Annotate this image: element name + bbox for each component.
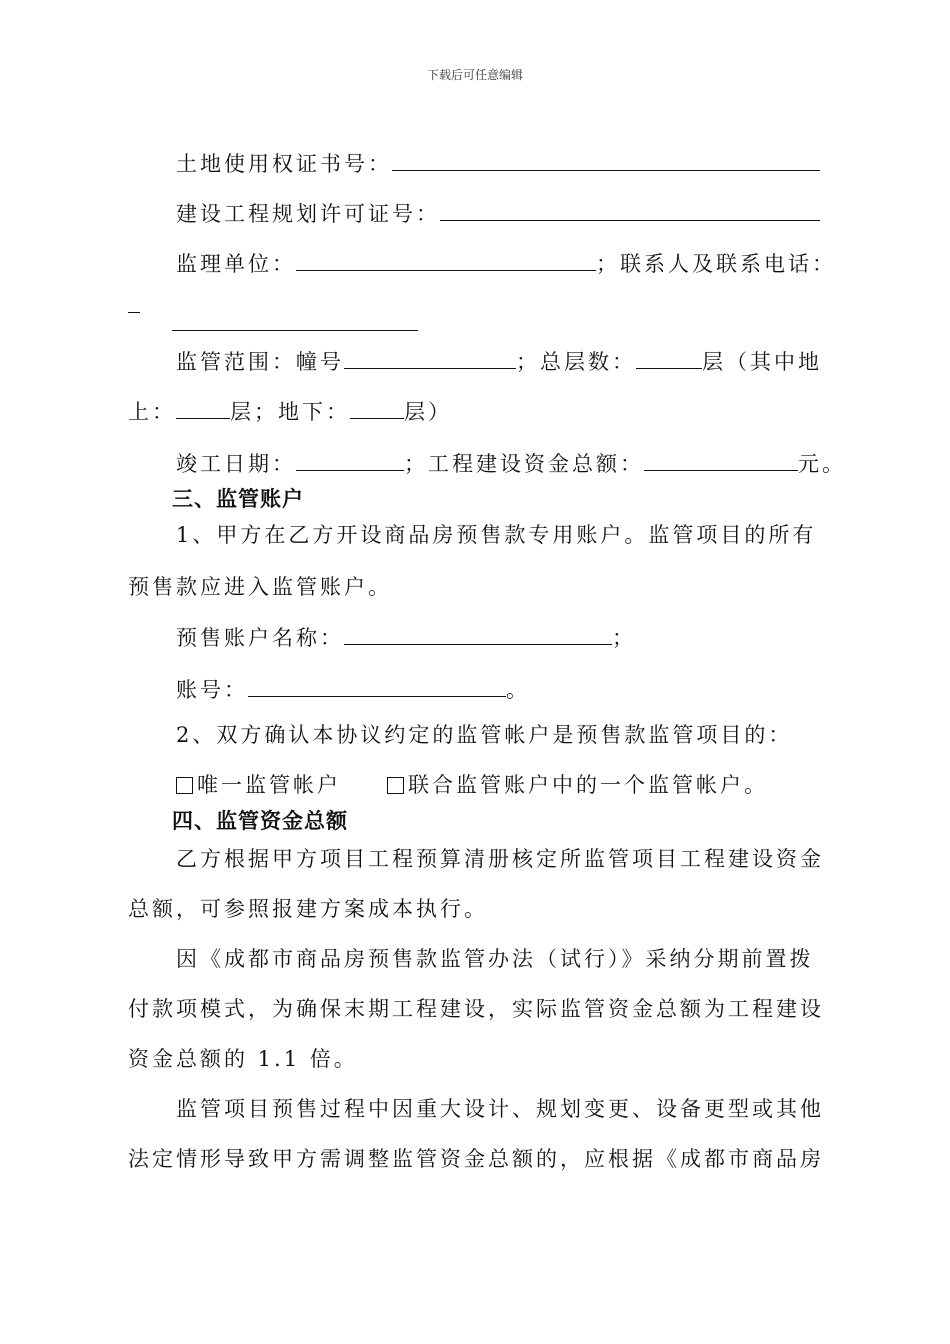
above-ground-blank[interactable]	[176, 396, 230, 419]
scope-line	[176, 346, 876, 377]
land-cert-label: 土地使用权证书号：	[176, 152, 392, 176]
joint-account-checkbox[interactable]	[387, 777, 404, 794]
unique-account-checkbox[interactable]	[176, 777, 193, 794]
account-options	[176, 770, 876, 800]
section3-p1-line1: 1、甲方在乙方开设商品房预售款专用账户。监管项目的所有	[176, 523, 817, 547]
account-name-label: 预售账户名称：	[176, 626, 344, 650]
total-floors-label: ；总层数：	[516, 350, 636, 374]
completion-line	[176, 448, 876, 479]
completion-blank[interactable]	[296, 448, 404, 471]
section3-p1-line2: 预售款应进入监管账户。	[128, 575, 392, 599]
section3-title: 三、监管账户	[172, 487, 304, 511]
section4-p3-line2: 法定情形导致甲方需调整监管资金总额的，应根据《成都市商品房	[128, 1147, 824, 1171]
contact-dash	[128, 312, 140, 313]
section4-p3-line1: 监管项目预售过程中因重大设计、规划变更、设备更型或其他	[176, 1097, 824, 1121]
account-no-blank[interactable]	[248, 674, 506, 697]
floors-detail-line	[128, 396, 828, 427]
building-no-blank[interactable]	[344, 346, 516, 369]
supervisor-line	[176, 248, 876, 279]
account-no-period: 。	[506, 678, 530, 702]
section4-p1-line2: 总额，可参照报建方案成本执行。	[128, 897, 488, 921]
section3-p2: 2、双方确认本协议约定的监管帐户是预售款监管项目的：	[176, 723, 793, 747]
supervisor-blank[interactable]	[296, 248, 596, 271]
completion-label: 竣工日期：	[176, 452, 296, 476]
above-label: 上：	[128, 400, 176, 424]
plan-permit-label: 建设工程规划许可证号：	[176, 202, 440, 226]
total-funds-blank[interactable]	[644, 448, 798, 471]
yuan-label: 元。	[798, 452, 846, 476]
land-cert-line	[176, 148, 876, 179]
contact-blank[interactable]	[172, 330, 418, 331]
total-floors-blank[interactable]	[636, 346, 702, 369]
section4-p1-line1: 乙方根据甲方项目工程预算清册核定所监管项目工程建设资金	[176, 847, 824, 871]
joint-account-label: 联合监管账户中的一个监管帐户。	[408, 773, 768, 797]
section4-title: 四、监管资金总额	[172, 809, 348, 833]
below-ground-blank[interactable]	[350, 396, 404, 419]
plan-permit-line	[176, 198, 876, 229]
below-label: 层；地下：	[230, 400, 350, 424]
scope-label: 监管范围：幢号	[176, 350, 344, 374]
section4-p2-line1: 因《成都市商品房预售款监管办法（试行）》采纳分期前置拨	[176, 947, 814, 971]
total-funds-label: ；工程建设资金总额：	[404, 452, 644, 476]
section4-p2-line3: 资金总额的 1.1 倍。	[128, 1047, 358, 1071]
section4-p2-line2: 付款项模式，为确保末期工程建设，实际监管资金总额为工程建设	[128, 997, 824, 1021]
account-no-label: 账号：	[176, 678, 248, 702]
unique-account-label: 唯一监管帐户	[197, 773, 341, 797]
account-name-blank[interactable]	[344, 622, 612, 645]
contact-label: ；联系人及联系电话：	[596, 252, 836, 276]
land-cert-blank[interactable]	[392, 148, 820, 171]
floors-unit: 层（其中地	[702, 350, 822, 374]
supervisor-label: 监理单位：	[176, 252, 296, 276]
page-header-note: 下载后可任意编辑	[426, 68, 523, 82]
account-name-semicolon: ；	[612, 626, 636, 650]
account-no-line	[176, 674, 876, 705]
plan-permit-blank[interactable]	[440, 198, 820, 221]
account-name-line	[176, 622, 876, 653]
floor-close: 层）	[404, 400, 452, 424]
